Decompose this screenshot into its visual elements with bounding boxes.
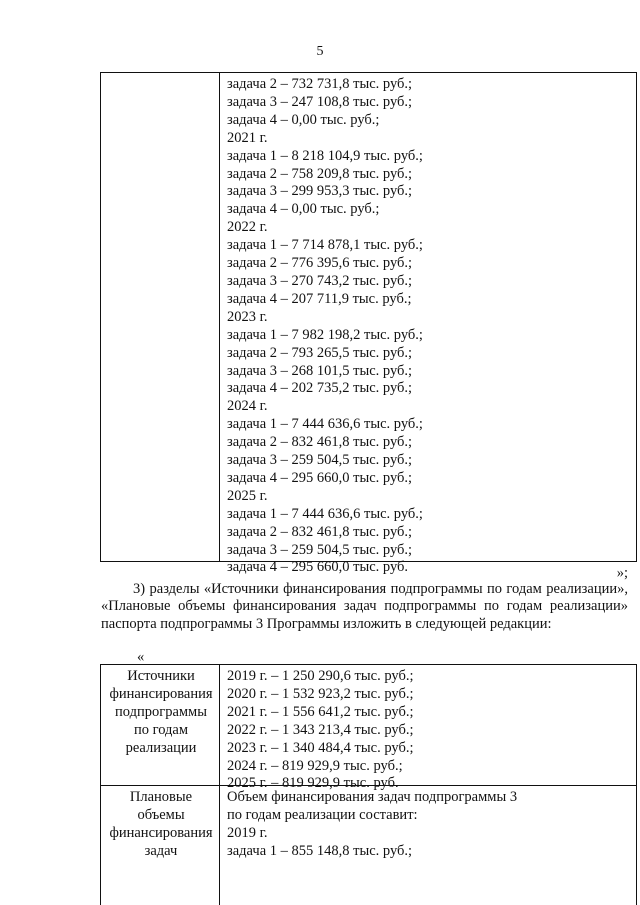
task-funding-line: задача 4 – 207 711,9 тыс. руб.;	[227, 290, 412, 307]
task-funding-line: 2025 г.	[227, 487, 268, 504]
task-funding-line: задача 3 – 247 108,8 тыс. руб.;	[227, 93, 413, 110]
closing-quote: »;	[616, 565, 628, 581]
task-funding-line: задача 1 – 7 714 878,1 тыс. руб.;	[227, 237, 423, 254]
task-funding-lines	[227, 76, 423, 577]
amendment-paragraph	[101, 581, 628, 633]
task-funding-line: задача 2 – 793 265,5 тыс. руб.;	[227, 344, 413, 361]
funding-sources-label: Источники финансирования подпрограммы по годам реализации	[109, 668, 213, 756]
page-number: 5	[316, 44, 324, 59]
task-funding-line: 2022 г.	[227, 219, 268, 236]
task-funding-line: 2021 г.	[227, 129, 268, 146]
task-funding-line: задача 3 – 259 504,5 тыс. руб.;	[227, 541, 413, 558]
funding-sources-values: 2019 г. – 1 250 290,6 тыс. руб.; 2020 г. – 1 532 923,2 тыс. руб.; 2021 г. – 1 556 641,2 тыс. руб.; 2022 г. – 1 343 213,4 тыс. руб.; 2023 г. – 1 340 484,4 тыс. руб.; 2024 г. – 819 929,9 тыс. руб.; 2025 г. – 819 929,9 тыс. руб.	[227, 668, 414, 792]
task-funding-line: задача 4 – 295 660,0 тыс. руб.;	[227, 469, 413, 486]
task-funding-line: задача 4 – 0,00 тыс. руб.;	[227, 201, 380, 218]
task-funding-line: задача 1 – 7 982 198,2 тыс. руб.;	[227, 326, 423, 343]
task-funding-line: задача 4 – 295 660,0 тыс. руб.	[227, 559, 409, 576]
subprogram-passport-table	[100, 664, 637, 905]
task-funding-line: задача 1 – 8 218 104,9 тыс. руб.;	[227, 147, 423, 164]
planned-volumes-values: Объем финансирования задач подпрограммы 3 по годам реализации составит: 2019 г. задача 1 – 855 148,8 тыс. руб.;	[227, 789, 518, 859]
amendment-text: 3) разделы «Источники финансирования подпрограммы по годам реализации», «Плановые объемы финансирования задач подпрограммы по годам реализации» паспорта подпрограммы 3 Программы изложить в следующей редакции:	[101, 581, 628, 632]
task-funding-line: задача 3 – 268 101,5 тыс. руб.;	[227, 362, 413, 379]
planned-volumes-label: Плановые объемы финансирования задач	[109, 789, 213, 859]
task-funding-line: задача 4 – 0,00 тыс. руб.;	[227, 111, 380, 128]
task-funding-line: задача 2 – 732 731,8 тыс. руб.;	[227, 76, 413, 92]
task-funding-line: задача 3 – 299 953,3 тыс. руб.;	[227, 183, 413, 200]
task-funding-line: задача 1 – 7 444 636,6 тыс. руб.;	[227, 416, 423, 433]
task-funding-line: задача 2 – 758 209,8 тыс. руб.;	[227, 165, 413, 182]
task-funding-line: 2024 г.	[227, 398, 268, 415]
task-funding-line: задача 1 – 7 444 636,6 тыс. руб.;	[227, 505, 423, 522]
task-funding-line: 2023 г.	[227, 308, 268, 325]
task-funding-line: задача 2 – 832 461,8 тыс. руб.;	[227, 434, 413, 451]
funding-by-task-table	[100, 72, 637, 576]
task-funding-line: задача 4 – 202 735,2 тыс. руб.;	[227, 380, 413, 397]
task-funding-line: задача 2 – 776 395,6 тыс. руб.;	[227, 255, 413, 272]
task-funding-line: задача 2 – 832 461,8 тыс. руб.;	[227, 523, 413, 540]
column-divider	[219, 73, 220, 561]
task-funding-line: задача 3 – 270 743,2 тыс. руб.;	[227, 272, 413, 289]
opening-quote: «	[137, 649, 145, 665]
task-funding-line: задача 3 – 259 504,5 тыс. руб.;	[227, 452, 413, 469]
